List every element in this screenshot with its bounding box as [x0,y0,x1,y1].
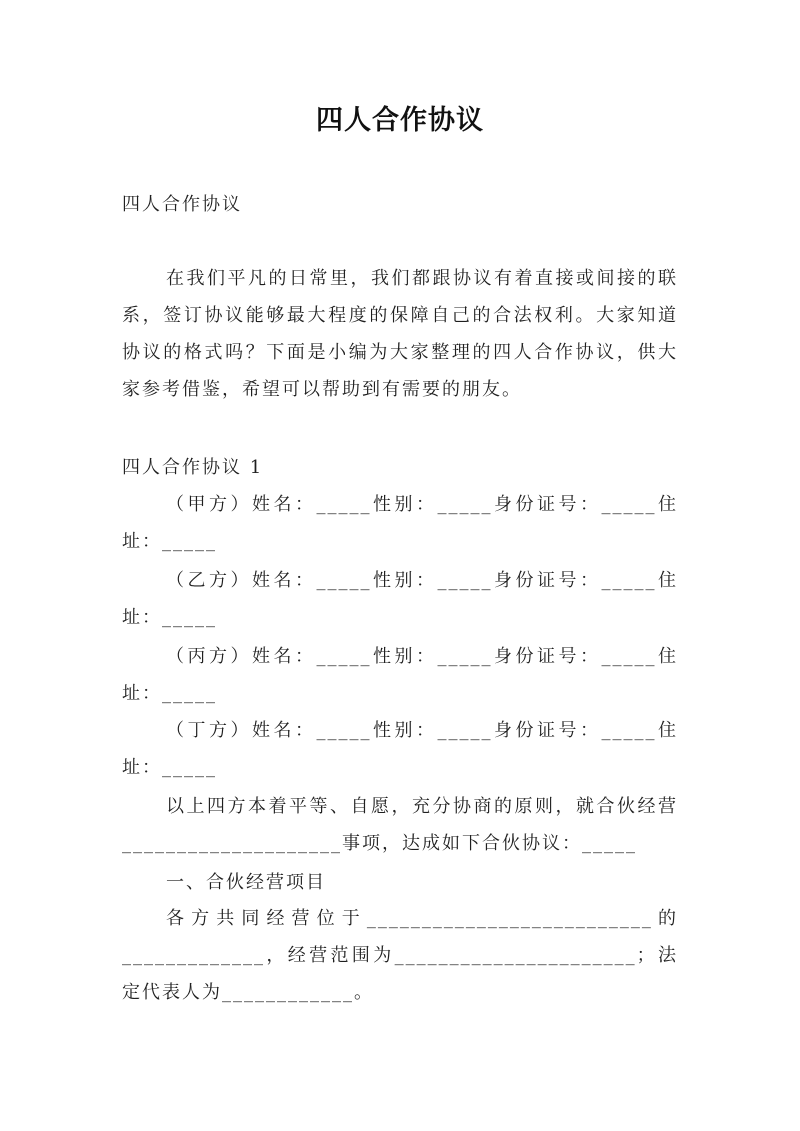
agreement-paragraph: 以上四方本着平等、自愿，充分协商的原则，就合伙经营____________________事项，达成如下合伙协议：_____ [122,796,678,854]
section-heading: 四人合作协议 1 [122,457,264,478]
document-title: 四人合作协议 [316,105,484,136]
article-1-heading: 一、合伙经营项目 [166,872,326,893]
intro-paragraph: 在我们平凡的日常里，我们都跟协议有着直接或间接的联系，签订协议能够最大程度的保障自己的合法权利。大家知道协议的格式吗？下面是小编为大家整理的四人合作协议，供大家参考借鉴，希望可以帮助到有需要的朋友。 [122,268,678,400]
party-yi-line: （乙方）姓名：_____性别：_____身份证号：_____住址：_____ [122,570,678,628]
party-ding-line: （丁方）姓名：_____性别：_____身份证号：_____住址：_____ [122,720,678,778]
article-1-body: 各方共同经营位于__________________________的_____________，经营范围为______________________；法定代表人为____________。 [122,908,678,1003]
document-subtitle: 四人合作协议 [122,194,242,215]
party-jia-line: （甲方）姓名：_____性别：_____身份证号：_____住址：_____ [122,494,678,552]
party-bing-line: （丙方）姓名：_____性别：_____身份证号：_____住址：_____ [122,646,678,704]
